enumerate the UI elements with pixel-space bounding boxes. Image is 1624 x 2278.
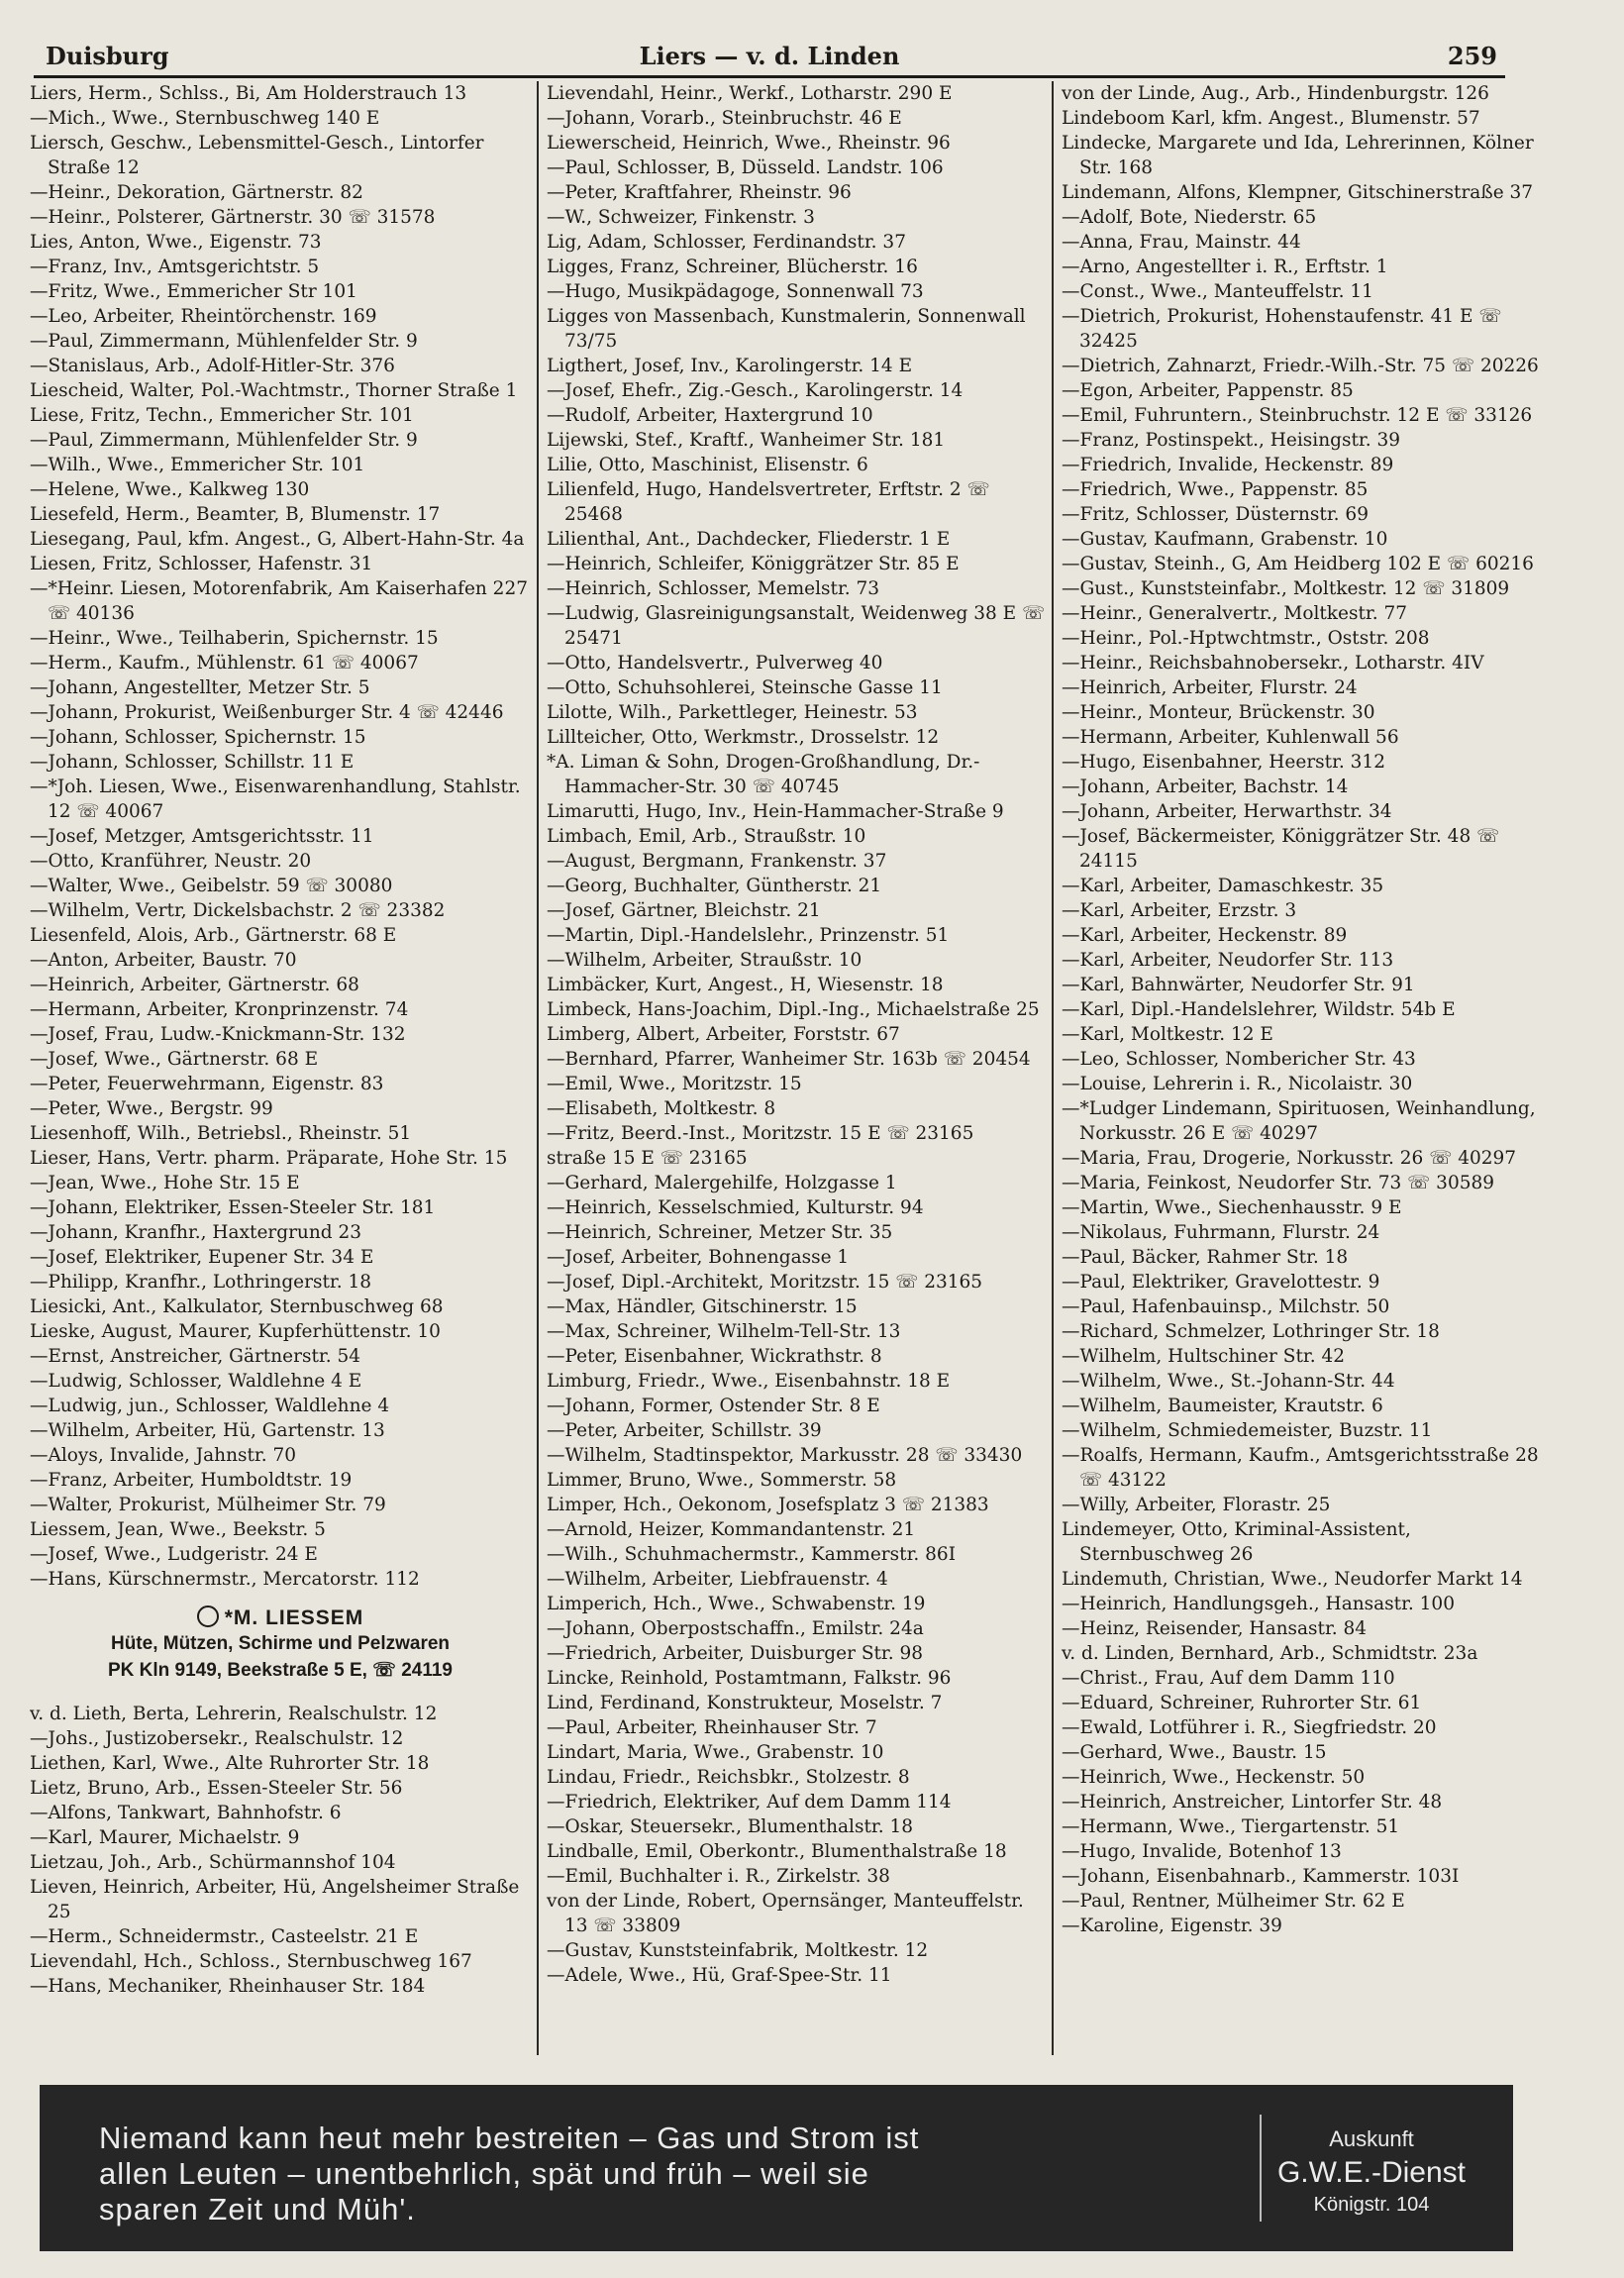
directory-entry: —Gustav, Kaufmann, Grabenstr. 10: [1062, 529, 1388, 550]
directory-entry: —Heinr., Dekoration, Gärtnerstr. 82: [30, 182, 363, 203]
directory-entry: —Fritz, Schlosser, Düsternstr. 69: [1062, 504, 1369, 525]
banner-box-label: Auskunft: [1329, 2126, 1414, 2151]
directory-entry: Limper, Hch., Oekonom, Josefsplatz 3 ☏ 21383: [547, 1495, 989, 1515]
directory-entry: —Hermann, Arbeiter, Kuhlenwall 56: [1062, 727, 1399, 748]
directory-entry: —Rudolf, Arbeiter, Haxtergrund 10: [547, 405, 873, 426]
directory-entry: —Adolf, Bote, Niederstr. 65: [1062, 207, 1317, 228]
directory-entry: —Bernhard, Pfarrer, Wanheimer Str. 163b ☏ 20454: [547, 1049, 1031, 1070]
directory-entry: —Martin, Wwe., Siechenhausstr. 9 E: [1062, 1197, 1402, 1218]
directory-entry: —Wilhelm, Arbeiter, Hü, Gartenstr. 13: [30, 1420, 385, 1441]
directory-entry: —Josef, Elektriker, Eupener Str. 34 E: [30, 1247, 374, 1268]
directory-entry: Limbach, Emil, Arb., Straußstr. 10: [547, 826, 866, 847]
directory-entry: —Josef, Frau, Ludw.-Knickmann-Str. 132: [30, 1024, 406, 1045]
directory-entry: —Fritz, Wwe., Emmericher Str 101: [30, 281, 357, 302]
directory-columns: [30, 81, 1555, 2055]
directory-entry: —Hermann, Arbeiter, Kronprinzenstr. 74: [30, 999, 409, 1020]
directory-entry: Ligthert, Josef, Inv., Karolingerstr. 14 E: [547, 356, 913, 376]
banner-slogan: [99, 2121, 919, 2227]
page-header: [34, 30, 1505, 78]
directory-entry: —Dietrich, Zahnarzt, Friedr.-Wilh.-Str. 75 ☏ 20226: [1062, 356, 1539, 376]
directory-entry: —Peter, Kraftfahrer, Rheinstr. 96: [547, 182, 852, 203]
directory-entry: —Wilhelm, Arbeiter, Liebfrauenstr. 4: [547, 1569, 888, 1590]
directory-entry: —Karl, Arbeiter, Heckenstr. 89: [1062, 925, 1348, 946]
directory-entry: —Johann, Schlosser, Schillstr. 11 E: [30, 752, 355, 773]
directory-entry: —Hans, Kürschnermstr., Mercatorstr. 112: [30, 1569, 420, 1590]
directory-entry: —Peter, Wwe., Bergstr. 99: [30, 1098, 273, 1119]
directory-entry: —Franz, Inv., Amtsgerichtstr. 5: [30, 257, 320, 277]
directory-entry: —Karoline, Eigenstr. 39: [1062, 1916, 1282, 1936]
directory-entry: —Hugo, Invalide, Botenhof 13: [1062, 1841, 1342, 1862]
directory-entry: —Karl, Moltkestr. 12 E: [1062, 1024, 1273, 1045]
directory-entry: —Jean, Wwe., Hohe Str. 15 E: [30, 1173, 300, 1193]
directory-entry: Lindemann, Alfons, Klempner, Gitschinerstraße 37: [1062, 182, 1534, 203]
directory-entry: —Gustav, Kunststeinfabrik, Moltkestr. 12: [547, 1940, 929, 1961]
directory-entry: —Johann, Arbeiter, Bachstr. 14: [1062, 777, 1349, 797]
directory-entry: —Paul, Rentner, Mülheimer Str. 62 E: [1062, 1891, 1405, 1912]
header-city: Duisburg: [46, 42, 169, 70]
directory-entry: —Anton, Arbeiter, Baustr. 70: [30, 950, 297, 971]
directory-entry: —Otto, Handelsvertr., Pulverweg 40: [547, 653, 883, 673]
directory-entry: —Adele, Wwe., Hü, Graf-Spee-Str. 11: [547, 1965, 892, 1986]
directory-entry: —*Joh. Liesen, Wwe., Eisenwarenhandlung, Stahlstr. 12 ☏ 40067: [30, 777, 521, 822]
directory-entry: —Hugo, Musikpädagoge, Sonnenwall 73: [547, 281, 924, 302]
directory-entry: —Elisabeth, Moltkestr. 8: [547, 1098, 776, 1119]
directory-entry: —Richard, Schmelzer, Lothringer Str. 18: [1062, 1321, 1440, 1342]
directory-entry: —Mich., Wwe., Sternbuschweg 140 E: [30, 108, 380, 129]
directory-entry: —*Heinr. Liesen, Motorenfabrik, Am Kaiserhafen 227 ☏ 40136: [30, 578, 528, 624]
directory-entry: —Ernst, Anstreicher, Gärtnerstr. 54: [30, 1346, 360, 1367]
directory-entry: Liesefeld, Herm., Beamter, B, Blumenstr. 17: [30, 504, 441, 525]
directory-entry: Liessem, Jean, Wwe., Beekstr. 5: [30, 1519, 326, 1540]
directory-entry: —Oskar, Steuersekr., Blumenthalstr. 18: [547, 1816, 914, 1837]
directory-entry: —Eduard, Schreiner, Ruhrorter Str. 61: [1062, 1693, 1422, 1713]
directory-entry: —Roalfs, Hermann, Kaufm., Amtsgerichtsstraße 28 ☏ 43122: [1062, 1445, 1539, 1491]
directory-entry: —Heinrich, Arbeiter, Flurstr. 24: [1062, 677, 1358, 698]
directory-entry: Ligges, Franz, Schreiner, Blücherstr. 16: [547, 257, 918, 277]
directory-entry: —Johann, Schlosser, Spichernstr. 15: [30, 727, 366, 748]
directory-entry: —Maria, Feinkost, Neudorfer Str. 73 ☏ 30589: [1062, 1173, 1495, 1193]
directory-entry: Liescheid, Walter, Pol.-Wachtmstr., Thorner Straße 1: [30, 380, 518, 401]
entry-list-1b: [30, 1702, 531, 1999]
directory-entry: v. d. Linden, Bernhard, Arb., Schmidtstr. 23a: [1062, 1643, 1478, 1664]
ad-contact: PK Kln 9149, Beekstraße 5 E, ☏ 24119: [107, 1660, 453, 1681]
directory-entry: —Emil, Wwe., Moritzstr. 15: [547, 1074, 802, 1094]
directory-entry: Liesicki, Ant., Kalkulator, Sternbuschweg 68: [30, 1296, 444, 1317]
directory-entry: Lincke, Reinhold, Postamtmann, Falkstr. 96: [547, 1668, 952, 1689]
directory-entry: —Franz, Arbeiter, Humboldtstr. 19: [30, 1470, 353, 1491]
directory-entry: —Hermann, Wwe., Tiergartenstr. 51: [1062, 1816, 1400, 1837]
directory-entry: —Peter, Arbeiter, Schillstr. 39: [547, 1420, 822, 1441]
column-3: [1052, 81, 1555, 2055]
directory-entry: —Willy, Arbeiter, Florastr. 25: [1062, 1495, 1331, 1515]
footer-advertisement-banner: [40, 2085, 1513, 2251]
directory-entry: —Leo, Schlosser, Nombericher Str. 43: [1062, 1049, 1416, 1070]
entry-list-2: [547, 81, 1046, 1988]
directory-entry: —Hugo, Eisenbahner, Heerstr. 312: [1062, 752, 1385, 773]
directory-entry: —Ludwig, jun., Schlosser, Waldlehne 4: [30, 1396, 390, 1416]
directory-entry: —Otto, Schuhsohlerei, Steinsche Gasse 11: [547, 677, 943, 698]
directory-entry: Lig, Adam, Schlosser, Ferdinandstr. 37: [547, 232, 906, 253]
directory-entry: —Josef, Wwe., Gärtnerstr. 68 E: [30, 1049, 319, 1070]
directory-entry: —Karl, Arbeiter, Neudorfer Str. 113: [1062, 950, 1394, 971]
directory-entry: —Heinr., Reichsbahnobersekr., Lotharstr. 4IV: [1062, 653, 1484, 673]
directory-entry: —W., Schweizer, Finkenstr. 3: [547, 207, 815, 228]
directory-entry: —Johann, Angestellter, Metzer Str. 5: [30, 677, 370, 698]
directory-entry: —Karl, Arbeiter, Erzstr. 3: [1062, 900, 1297, 921]
directory-entry: Lindeboom Karl, kfm. Angest., Blumenstr. 57: [1062, 108, 1480, 129]
directory-entry: —Karl, Maurer, Michaelstr. 9: [30, 1827, 300, 1848]
directory-entry: —Paul, Schlosser, B, Düsseld. Landstr. 106: [547, 157, 944, 178]
directory-entry: —Wilh., Wwe., Emmericher Str. 101: [30, 455, 365, 475]
directory-entry: Lietzau, Joh., Arb., Schürmannshof 104: [30, 1852, 396, 1873]
directory-entry: —Josef, Wwe., Ludgeristr. 24 E: [30, 1544, 318, 1565]
directory-entry: —Karl, Bahnwärter, Neudorfer Str. 91: [1062, 975, 1415, 995]
directory-entry: von der Linde, Robert, Opernsänger, Manteuffelstr. 13 ☏ 33809: [547, 1891, 1024, 1936]
directory-entry: Limarutti, Hugo, Inv., Hein-Hammacher-Straße 9: [547, 801, 1004, 822]
directory-entry: —Wilhelm, Arbeiter, Straußstr. 10: [547, 950, 863, 971]
directory-entry: —Heinrich, Anstreicher, Lintorfer Str. 48: [1062, 1792, 1443, 1812]
directory-entry: —Heinz, Reisender, Hansastr. 84: [1062, 1618, 1368, 1639]
directory-entry: —Heinrich, Schleifer, Königgrätzer Str. 85 E: [547, 554, 960, 574]
directory-entry: —Johann, Kranfhr., Haxtergrund 23: [30, 1222, 362, 1243]
directory-entry: —Josef, Arbeiter, Bohnengasse 1: [547, 1247, 850, 1268]
directory-entry: —Johann, Eisenbahnarb., Kammerstr. 103I: [1062, 1866, 1460, 1887]
directory-entry: —*Ludger Lindemann, Spirituosen, Weinhandlung, Norkusstr. 26 E ☏ 40297: [1062, 1098, 1536, 1144]
directory-entry: Limmer, Bruno, Wwe., Sommerstr. 58: [547, 1470, 897, 1491]
directory-entry: —Heinr., Monteur, Brückenstr. 30: [1062, 702, 1375, 723]
directory-entry: —Alfons, Tankwart, Bahnhofstr. 6: [30, 1803, 342, 1823]
advertisement-liessem: [30, 1605, 531, 1684]
directory-entry: Liese, Fritz, Techn., Emmericher Str. 101: [30, 405, 414, 426]
banner-box-address: Königstr. 104: [1313, 2194, 1430, 2216]
directory-entry: —Paul, Bäcker, Rahmer Str. 18: [1062, 1247, 1349, 1268]
directory-entry: —Heinrich, Kesselschmied, Kulturstr. 94: [547, 1197, 924, 1218]
directory-entry: Liesenfeld, Alois, Arb., Gärtnerstr. 68 E: [30, 925, 397, 946]
directory-entry: —Otto, Kranführer, Neustr. 20: [30, 851, 312, 872]
directory-entry: —Gust., Kunststeinfabr., Moltkestr. 12 ☏ 31809: [1062, 578, 1510, 599]
directory-entry: —Josef, Gärtner, Bleichstr. 21: [547, 900, 821, 921]
directory-entry: Liersch, Geschw., Lebensmittel-Gesch., Lintorfer Straße 12: [30, 133, 484, 178]
directory-entry: —Aloys, Invalide, Jahnstr. 70: [30, 1445, 297, 1466]
directory-entry: —August, Bergmann, Frankenstr. 37: [547, 851, 887, 872]
directory-entry: —Ewald, Lotführer i. R., Siegfriedstr. 20: [1062, 1717, 1437, 1738]
directory-entry: straße 15 E ☏ 23165: [547, 1148, 748, 1169]
directory-entry: Limburg, Friedr., Wwe., Eisenbahnstr. 18 E: [547, 1371, 951, 1392]
directory-entry: —Paul, Hafenbauinsp., Milchstr. 50: [1062, 1296, 1390, 1317]
directory-entry: Liesegang, Paul, kfm. Angest., G, Albert-Hahn-Str. 4a: [30, 529, 525, 550]
directory-entry: Lies, Anton, Wwe., Eigenstr. 73: [30, 232, 322, 253]
directory-entry: —Wilhelm, Vertr, Dickelsbachstr. 2 ☏ 23382: [30, 900, 446, 921]
banner-line-2: allen Leuten – unentbehrlich, spät und früh – weil sie: [99, 2156, 869, 2191]
directory-entry: —Josef, Metzger, Amtsgerichtsstr. 11: [30, 826, 374, 847]
directory-entry: —Heinr., Polsterer, Gärtnerstr. 30 ☏ 31578: [30, 207, 436, 228]
directory-entry: v. d. Lieth, Berta, Lehrerin, Realschulstr. 12: [30, 1704, 438, 1724]
directory-entry: —Wilhelm, Baumeister, Krautstr. 6: [1062, 1396, 1383, 1416]
directory-entry: —Walter, Wwe., Geibelstr. 59 ☏ 30080: [30, 876, 393, 896]
directory-entry: *A. Liman & Sohn, Drogen-Großhandlung, Dr.-Hammacher-Str. 30 ☏ 40745: [547, 752, 980, 797]
directory-entry: —Friedrich, Arbeiter, Duisburger Str. 98: [547, 1643, 924, 1664]
directory-entry: —Heinr., Generalvertr., Moltkestr. 77: [1062, 603, 1408, 624]
directory-entry: Limbeck, Hans-Joachim, Dipl.-Ing., Michaelstraße 25: [547, 999, 1040, 1020]
directory-entry: Limbäcker, Kurt, Angest., H, Wiesenstr. 18: [547, 975, 944, 995]
directory-entry: —Friedrich, Invalide, Heckenstr. 89: [1062, 455, 1394, 475]
directory-entry: —Wilhelm, Stadtinspektor, Markusstr. 28 ☏ 33430: [547, 1445, 1023, 1466]
directory-entry: —Paul, Zimmermann, Mühlenfelder Str. 9: [30, 430, 418, 451]
directory-entry: —Paul, Zimmermann, Mühlenfelder Str. 9: [30, 331, 418, 352]
directory-entry: Lindau, Friedr., Reichsbkr., Stolzestr. 8: [547, 1767, 910, 1788]
directory-entry: —Paul, Elektriker, Gravelottestr. 9: [1062, 1272, 1380, 1293]
directory-entry: Liesen, Fritz, Schlosser, Hafenstr. 31: [30, 554, 373, 574]
directory-entry: —Ludwig, Glasreinigungsanstalt, Weidenweg 38 E ☏ 25471: [547, 603, 1046, 649]
directory-entry: Lindballe, Emil, Oberkontr., Blumenthalstraße 18: [547, 1841, 1007, 1862]
page-number: 259: [1447, 42, 1497, 70]
directory-entry: —Martin, Dipl.-Handelslehr., Prinzenstr. 51: [547, 925, 950, 946]
directory-entry: Lindemeyer, Otto, Kriminal-Assistent, Sternbuschweg 26: [1062, 1519, 1411, 1565]
directory-entry: —Josef, Ehefr., Zig.-Gesch., Karolingerstr. 14: [547, 380, 964, 401]
directory-entry: Lindemuth, Christian, Wwe., Neudorfer Markt 14: [1062, 1569, 1523, 1590]
directory-entry: —Max, Händler, Gitschinerstr. 15: [547, 1296, 858, 1317]
directory-entry: —Const., Wwe., Manteuffelstr. 11: [1062, 281, 1373, 302]
directory-entry: —Dietrich, Prokurist, Hohenstaufenstr. 41 E ☏ 32425: [1062, 306, 1502, 352]
directory-entry: —Heinrich, Wwe., Heckenstr. 50: [1062, 1767, 1366, 1788]
directory-entry: —Karl, Arbeiter, Damaschkestr. 35: [1062, 876, 1384, 896]
banner-box-title: G.W.E.-Dienst: [1276, 2156, 1467, 2189]
directory-entry: Lilienthal, Ant., Dachdecker, Fliederstr. 1 E: [547, 529, 951, 550]
ad-company-name: *M. LIESSEM: [224, 1606, 364, 1629]
directory-entry: —Helene, Wwe., Kalkweg 130: [30, 479, 310, 500]
directory-entry: —Hans, Mechaniker, Rheinhauser Str. 184: [30, 1976, 426, 1997]
directory-entry: —Friedrich, Elektriker, Auf dem Damm 114: [547, 1792, 952, 1812]
directory-entry: Lindart, Maria, Wwe., Grabenstr. 10: [547, 1742, 884, 1763]
directory-entry: —Wilhelm, Hultschiner Str. 42: [1062, 1346, 1346, 1367]
directory-entry: —Emil, Buchhalter i. R., Zirkelstr. 38: [547, 1866, 890, 1887]
directory-entry: —Franz, Postinspekt., Heisingstr. 39: [1062, 430, 1401, 451]
ad-products: Hüte, Mützen, Schirme und Pelzwaren: [110, 1633, 451, 1654]
directory-entry: —Johann, Elektriker, Essen-Steeler Str. 181: [30, 1197, 436, 1218]
directory-entry: —Anna, Frau, Mainstr. 44: [1062, 232, 1301, 253]
directory-entry: Lievendahl, Heinr., Werkf., Lotharstr. 290 E: [547, 83, 953, 104]
directory-entry: Lilie, Otto, Maschinist, Elisenstr. 6: [547, 455, 868, 475]
directory-entry: —Gerhard, Wwe., Baustr. 15: [1062, 1742, 1327, 1763]
entry-list-1: [30, 81, 531, 1592]
column-1: [30, 81, 537, 2055]
directory-entry: —Peter, Feuerwehrmann, Eigenstr. 83: [30, 1074, 384, 1094]
directory-entry: Limberg, Albert, Arbeiter, Forststr. 67: [547, 1024, 900, 1045]
directory-entry: —Heinrich, Schreiner, Metzer Str. 35: [547, 1222, 893, 1243]
ring-logo-icon: [197, 1605, 219, 1627]
directory-entry: —Christ., Frau, Auf dem Damm 110: [1062, 1668, 1395, 1689]
directory-entry: —Herm., Schneidermstr., Casteelstr. 21 E: [30, 1926, 419, 1947]
directory-entry: Lilotte, Wilh., Parkettleger, Heinestr. 53: [547, 702, 918, 723]
directory-entry: —Wilhelm, Schmiedemeister, Buzstr. 11: [1062, 1420, 1433, 1441]
banner-info-box: [1260, 2115, 1481, 2222]
directory-entry: Lijewski, Stef., Kraftf., Wanheimer Str. 181: [547, 430, 946, 451]
directory-entry: —Heinrich, Handlungsgeh., Hansastr. 100: [1062, 1594, 1455, 1614]
directory-entry: Lieven, Heinrich, Arbeiter, Hü, Angelsheimer Straße 25: [30, 1877, 520, 1922]
entry-list-3: [1062, 81, 1555, 1938]
directory-entry: —Nikolaus, Fuhrmann, Flurstr. 24: [1062, 1222, 1380, 1243]
directory-entry: Liesenhoff, Wilh., Betriebsl., Rheinstr. 51: [30, 1123, 412, 1144]
directory-entry: —Josef, Bäckermeister, Königgrätzer Str. 48 ☏ 24115: [1062, 826, 1500, 872]
directory-entry: —Johann, Prokurist, Weißenburger Str. 4 ☏ 42446: [30, 702, 504, 723]
directory-entry: —Heinr., Pol.-Hptwchtmstr., Oststr. 208: [1062, 628, 1430, 649]
directory-entry: —Josef, Dipl.-Architekt, Moritzstr. 15 ☏ 23165: [547, 1272, 983, 1293]
directory-entry: —Heinr., Wwe., Teilhaberin, Spichernstr. 15: [30, 628, 439, 649]
directory-entry: —Arnold, Heizer, Kommandantenstr. 21: [547, 1519, 916, 1540]
directory-entry: von der Linde, Aug., Arb., Hindenburgstr. 126: [1062, 83, 1489, 104]
directory-entry: Lilienfeld, Hugo, Handelsvertreter, Erftstr. 2 ☏ 25468: [547, 479, 990, 525]
directory-entry: Liethen, Karl, Wwe., Alte Ruhrorter Str. 18: [30, 1753, 430, 1774]
directory-entry: —Peter, Eisenbahner, Wickrathstr. 8: [547, 1346, 882, 1367]
directory-entry: —Maria, Frau, Drogerie, Norkusstr. 26 ☏ 40297: [1062, 1148, 1517, 1169]
directory-entry: —Ludwig, Schlosser, Waldlehne 4 E: [30, 1371, 362, 1392]
directory-entry: —Louise, Lehrerin i. R., Nicolaistr. 30: [1062, 1074, 1413, 1094]
directory-entry: Limperich, Hch., Wwe., Schwabenstr. 19: [547, 1594, 926, 1614]
directory-entry: Lindecke, Margarete und Ida, Lehrerinnen, Kölner Str. 168: [1062, 133, 1534, 178]
directory-entry: —Johann, Vorarb., Steinbruchstr. 46 E: [547, 108, 902, 129]
directory-entry: —Heinrich, Arbeiter, Gärtnerstr. 68: [30, 975, 359, 995]
directory-entry: —Walter, Prokurist, Mülheimer Str. 79: [30, 1495, 386, 1515]
banner-line-3: sparen Zeit und Müh'.: [99, 2192, 416, 2226]
directory-entry: —Karl, Dipl.-Handelslehrer, Wildstr. 54b E: [1062, 999, 1456, 1020]
directory-entry: —Max, Schreiner, Wilhelm-Tell-Str. 13: [547, 1321, 901, 1342]
directory-entry: —Johs., Justizobersekr., Realschulstr. 12: [30, 1728, 404, 1749]
directory-entry: —Wilh., Schuhmachermstr., Kammerstr. 86I: [547, 1544, 956, 1565]
directory-entry: —Johann, Arbeiter, Herwarthstr. 34: [1062, 801, 1392, 822]
directory-entry: —Johann, Oberpostschaffn., Emilstr. 24a: [547, 1618, 924, 1639]
directory-entry: Ligges von Massenbach, Kunstmalerin, Sonnenwall 73/75: [547, 306, 1026, 352]
directory-entry: —Stanislaus, Arb., Adolf-Hitler-Str. 376: [30, 356, 395, 376]
directory-entry: —Friedrich, Wwe., Pappenstr. 85: [1062, 479, 1369, 500]
directory-entry: Liers, Herm., Schlss., Bi, Am Holderstrauch 13: [30, 83, 467, 104]
column-2: [537, 81, 1052, 2055]
directory-entry: Lillteicher, Otto, Werkmstr., Drosselstr. 12: [547, 727, 940, 748]
directory-entry: —Emil, Fuhruntern., Steinbruchstr. 12 E ☏ 33126: [1062, 405, 1533, 426]
directory-entry: —Leo, Arbeiter, Rheintörchenstr. 169: [30, 306, 377, 327]
directory-entry: —Egon, Arbeiter, Pappenstr. 85: [1062, 380, 1354, 401]
directory-entry: Lind, Ferdinand, Konstrukteur, Moselstr. 7: [547, 1693, 943, 1713]
banner-line-1: Niemand kann heut mehr bestreiten – Gas und Strom ist: [99, 2121, 920, 2155]
directory-entry: Lieske, August, Maurer, Kupferhüttenstr. 10: [30, 1321, 441, 1342]
directory-entry: —Gerhard, Malergehilfe, Holzgasse 1: [547, 1173, 897, 1193]
directory-entry: —Wilhelm, Wwe., St.-Johann-Str. 44: [1062, 1371, 1395, 1392]
directory-entry: —Heinrich, Schlosser, Memelstr. 73: [547, 578, 880, 599]
directory-entry: —Fritz, Beerd.-Inst., Moritzstr. 15 E ☏ 23165: [547, 1123, 974, 1144]
directory-entry: Lietz, Bruno, Arb., Essen-Steeler Str. 56: [30, 1778, 403, 1799]
directory-entry: —Herm., Kaufm., Mühlenstr. 61 ☏ 40067: [30, 653, 419, 673]
directory-entry: —Georg, Buchhalter, Güntherstr. 21: [547, 876, 882, 896]
directory-entry: Liewerscheid, Heinrich, Wwe., Rheinstr. 96: [547, 133, 951, 154]
header-range: Liers — v. d. Linden: [639, 42, 900, 70]
directory-entry: Lievendahl, Hch., Schloss., Sternbuschweg 167: [30, 1951, 472, 1972]
directory-entry: —Philipp, Kranfhr., Lothringerstr. 18: [30, 1272, 372, 1293]
directory-entry: —Gustav, Steinh., G, Am Heidberg 102 E ☏ 60216: [1062, 554, 1534, 574]
directory-entry: —Arno, Angestellter i. R., Erftstr. 1: [1062, 257, 1388, 277]
directory-entry: —Johann, Former, Ostender Str. 8 E: [547, 1396, 880, 1416]
directory-entry: Lieser, Hans, Vertr. pharm. Präparate, Hohe Str. 15: [30, 1148, 508, 1169]
directory-entry: —Paul, Arbeiter, Rheinhauser Str. 7: [547, 1717, 877, 1738]
